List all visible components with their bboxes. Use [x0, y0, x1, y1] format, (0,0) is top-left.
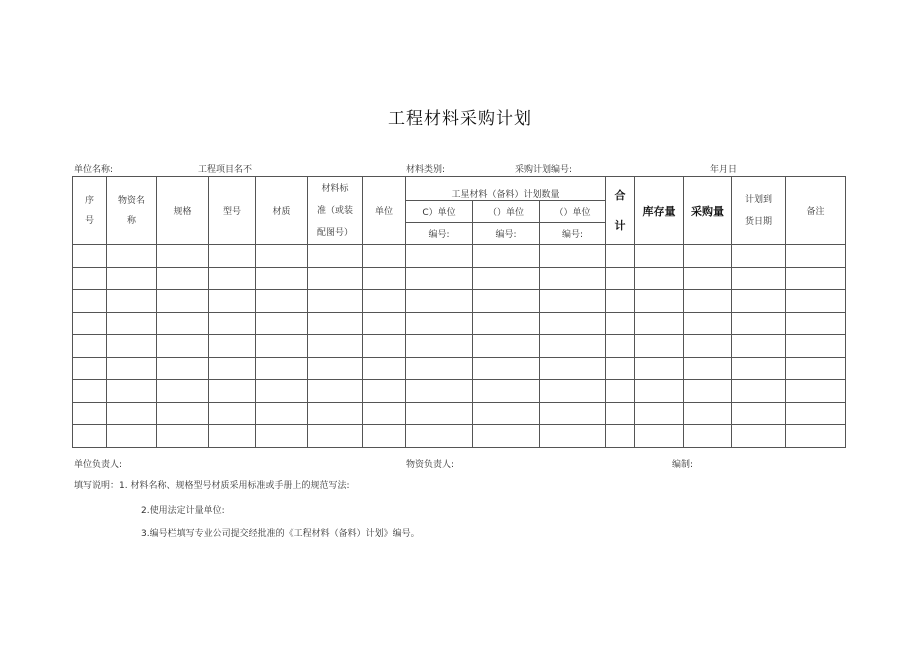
table-cell[interactable] — [732, 312, 786, 335]
table-cell[interactable] — [308, 245, 363, 268]
table-cell[interactable] — [473, 380, 540, 403]
header-model: 型号 — [209, 177, 256, 245]
table-cell[interactable] — [363, 402, 406, 425]
header-purchase-qty: 采购量 — [684, 177, 732, 245]
table-cell[interactable] — [635, 380, 684, 403]
table-cell[interactable] — [732, 380, 786, 403]
table-cell[interactable] — [363, 335, 406, 358]
table-cell[interactable] — [684, 267, 732, 290]
table-cell[interactable] — [107, 267, 157, 290]
material-manager-label: 物资负责人: — [406, 460, 455, 470]
table-cell[interactable] — [73, 402, 107, 425]
table-cell[interactable] — [256, 425, 308, 448]
table-cell[interactable] — [786, 267, 846, 290]
header-spec: 规格 — [157, 177, 209, 245]
table-cell[interactable] — [308, 335, 363, 358]
table-cell[interactable] — [73, 357, 107, 380]
table-cell[interactable] — [256, 335, 308, 358]
header-seq: 序 号 — [73, 177, 107, 245]
header-sub-unit-3: （）单位 — [540, 201, 606, 223]
table-cell[interactable] — [684, 380, 732, 403]
table-cell[interactable] — [540, 357, 606, 380]
header-total: 合 计 — [606, 177, 635, 245]
table-row — [73, 245, 846, 268]
header-material: 材质 — [256, 177, 308, 245]
table-cell[interactable] — [157, 425, 209, 448]
table-cell[interactable] — [786, 425, 846, 448]
table-cell[interactable] — [786, 290, 846, 313]
table-cell[interactable] — [308, 267, 363, 290]
table-cell[interactable] — [635, 357, 684, 380]
table-cell[interactable] — [73, 335, 107, 358]
table-cell[interactable] — [684, 425, 732, 448]
table-cell[interactable] — [256, 402, 308, 425]
table-cell[interactable] — [406, 267, 473, 290]
table-cell[interactable] — [363, 290, 406, 313]
table-cell[interactable] — [606, 335, 635, 358]
table-cell[interactable] — [209, 357, 256, 380]
table-cell[interactable] — [308, 312, 363, 335]
header-plan-qty-group: 工星材料（备料）计划数量 — [406, 177, 606, 201]
table-cell[interactable] — [308, 425, 363, 448]
table-cell[interactable] — [256, 245, 308, 268]
table-row — [73, 357, 846, 380]
table-cell[interactable] — [606, 312, 635, 335]
table-cell[interactable] — [157, 312, 209, 335]
header-remarks: 备注 — [786, 177, 846, 245]
table-cell[interactable] — [157, 357, 209, 380]
table-cell[interactable] — [107, 380, 157, 403]
table-cell[interactable] — [209, 290, 256, 313]
table-cell[interactable] — [209, 425, 256, 448]
table-cell[interactable] — [732, 245, 786, 268]
table-cell[interactable] — [732, 425, 786, 448]
table-cell[interactable] — [209, 245, 256, 268]
table-row — [73, 402, 846, 425]
table-cell[interactable] — [107, 425, 157, 448]
table-cell[interactable] — [363, 425, 406, 448]
table-cell[interactable] — [684, 245, 732, 268]
table-cell[interactable] — [256, 380, 308, 403]
table-cell[interactable] — [107, 245, 157, 268]
table-cell[interactable] — [209, 267, 256, 290]
table-cell[interactable] — [209, 380, 256, 403]
table-row — [73, 267, 846, 290]
procurement-table — [72, 176, 846, 448]
table-cell[interactable] — [473, 335, 540, 358]
material-category-label: 材料类别: — [406, 165, 446, 175]
table-cell[interactable] — [606, 290, 635, 313]
table-cell[interactable] — [684, 335, 732, 358]
table-cell[interactable] — [684, 290, 732, 313]
note-item-2: 2.使用法定计量单位: — [141, 506, 225, 516]
table-row — [73, 290, 846, 313]
table-cell[interactable] — [363, 380, 406, 403]
header-unit: 单位 — [363, 177, 406, 245]
table-cell[interactable] — [73, 380, 107, 403]
table-cell[interactable] — [157, 335, 209, 358]
table-cell[interactable] — [107, 357, 157, 380]
table-cell[interactable] — [406, 312, 473, 335]
table-cell[interactable] — [684, 312, 732, 335]
table-cell[interactable] — [732, 290, 786, 313]
table-cell[interactable] — [73, 267, 107, 290]
table-cell[interactable] — [308, 380, 363, 403]
prepared-by-label: 编制: — [672, 460, 694, 470]
header-stock: 库存量 — [635, 177, 684, 245]
table-cell[interactable] — [473, 357, 540, 380]
header-sub-number-3: 编号: — [540, 223, 606, 245]
table-cell[interactable] — [473, 402, 540, 425]
table-cell[interactable] — [209, 335, 256, 358]
table-cell[interactable] — [606, 425, 635, 448]
table-cell[interactable] — [732, 335, 786, 358]
table-cell[interactable] — [308, 357, 363, 380]
table-cell[interactable] — [635, 267, 684, 290]
table-cell[interactable] — [363, 312, 406, 335]
table-cell[interactable] — [209, 312, 256, 335]
header-sub-number-1: 编号: — [406, 223, 473, 245]
table-cell[interactable] — [363, 245, 406, 268]
table-cell[interactable] — [540, 402, 606, 425]
table-cell[interactable] — [635, 290, 684, 313]
table-cell[interactable] — [209, 402, 256, 425]
table-cell[interactable] — [157, 380, 209, 403]
table-cell[interactable] — [635, 335, 684, 358]
table-cell[interactable] — [606, 380, 635, 403]
table-cell[interactable] — [473, 245, 540, 268]
table-cell[interactable] — [635, 402, 684, 425]
table-row — [73, 425, 846, 448]
table-cell[interactable] — [73, 425, 107, 448]
header-standard: 材料标 准（或装 配图号） — [308, 177, 363, 245]
table-cell[interactable] — [540, 335, 606, 358]
table-cell[interactable] — [308, 402, 363, 425]
table-cell[interactable] — [540, 380, 606, 403]
plan-number-label: 采购计划编号: — [515, 165, 573, 175]
table-cell[interactable] — [606, 267, 635, 290]
header-sub-number-2: 编号: — [473, 223, 540, 245]
table-cell[interactable] — [786, 245, 846, 268]
table-cell[interactable] — [473, 290, 540, 313]
table-cell[interactable] — [406, 290, 473, 313]
table-cell[interactable] — [73, 312, 107, 335]
project-name-label: 工程项目名不 — [198, 165, 253, 175]
header-sub-unit-2: （）单位 — [473, 201, 540, 223]
table-cell[interactable] — [308, 290, 363, 313]
table-cell[interactable] — [473, 267, 540, 290]
header-delivery-date: 计划到 货日期 — [732, 177, 786, 245]
table-cell[interactable] — [256, 267, 308, 290]
table-cell[interactable] — [606, 245, 635, 268]
note-item-3: 3.编号栏填写专业公司提交经批准的《工程材料（备料）计划》编号。 — [141, 529, 420, 539]
table-cell[interactable] — [786, 335, 846, 358]
table-cell[interactable] — [107, 402, 157, 425]
table-cell[interactable] — [606, 357, 635, 380]
table-cell[interactable] — [73, 245, 107, 268]
table-row — [73, 380, 846, 403]
table-cell[interactable] — [406, 380, 473, 403]
table-cell[interactable] — [157, 267, 209, 290]
note-intro: 填写说明：1. 材料名称、规格型号材质采用标准或手册上的规范写法: — [74, 481, 350, 491]
table-cell[interactable] — [786, 402, 846, 425]
table-cell[interactable] — [732, 267, 786, 290]
table-cell[interactable] — [157, 290, 209, 313]
table-row — [73, 312, 846, 335]
table-cell[interactable] — [540, 245, 606, 268]
date-label: 年月日 — [710, 165, 738, 175]
table-cell[interactable] — [256, 357, 308, 380]
table-cell[interactable] — [107, 312, 157, 335]
table-cell[interactable] — [157, 245, 209, 268]
table-cell[interactable] — [406, 425, 473, 448]
table-cell[interactable] — [732, 357, 786, 380]
table-cell[interactable] — [684, 402, 732, 425]
table-cell[interactable] — [256, 312, 308, 335]
table-cell[interactable] — [786, 357, 846, 380]
table-cell[interactable] — [473, 312, 540, 335]
table-cell[interactable] — [107, 335, 157, 358]
table-cell[interactable] — [786, 380, 846, 403]
table-cell[interactable] — [107, 290, 157, 313]
table-cell[interactable] — [363, 267, 406, 290]
table-cell[interactable] — [157, 402, 209, 425]
table-cell[interactable] — [540, 312, 606, 335]
table-cell[interactable] — [606, 402, 635, 425]
table-cell[interactable] — [406, 357, 473, 380]
table-cell[interactable] — [684, 357, 732, 380]
header-material-name: 物资名 称 — [107, 177, 157, 245]
unit-name-label: 单位名称: — [74, 165, 114, 175]
table-cell[interactable] — [406, 335, 473, 358]
table-cell[interactable] — [786, 312, 846, 335]
page-title: 工程材料采购计划 — [388, 109, 532, 129]
table-cell[interactable] — [540, 290, 606, 313]
table-row — [73, 335, 846, 358]
table-cell[interactable] — [540, 425, 606, 448]
table-cell[interactable] — [256, 290, 308, 313]
table-cell[interactable] — [635, 312, 684, 335]
table-cell[interactable] — [363, 357, 406, 380]
unit-manager-label: 单位负责人: — [74, 460, 123, 470]
table-cell[interactable] — [540, 267, 606, 290]
table-cell[interactable] — [635, 425, 684, 448]
table-cell[interactable] — [73, 290, 107, 313]
table-cell[interactable] — [732, 402, 786, 425]
table-cell[interactable] — [635, 245, 684, 268]
table-cell[interactable] — [406, 245, 473, 268]
header-sub-unit-1: C）单位 — [406, 201, 473, 223]
table-cell[interactable] — [473, 425, 540, 448]
table-cell[interactable] — [406, 402, 473, 425]
